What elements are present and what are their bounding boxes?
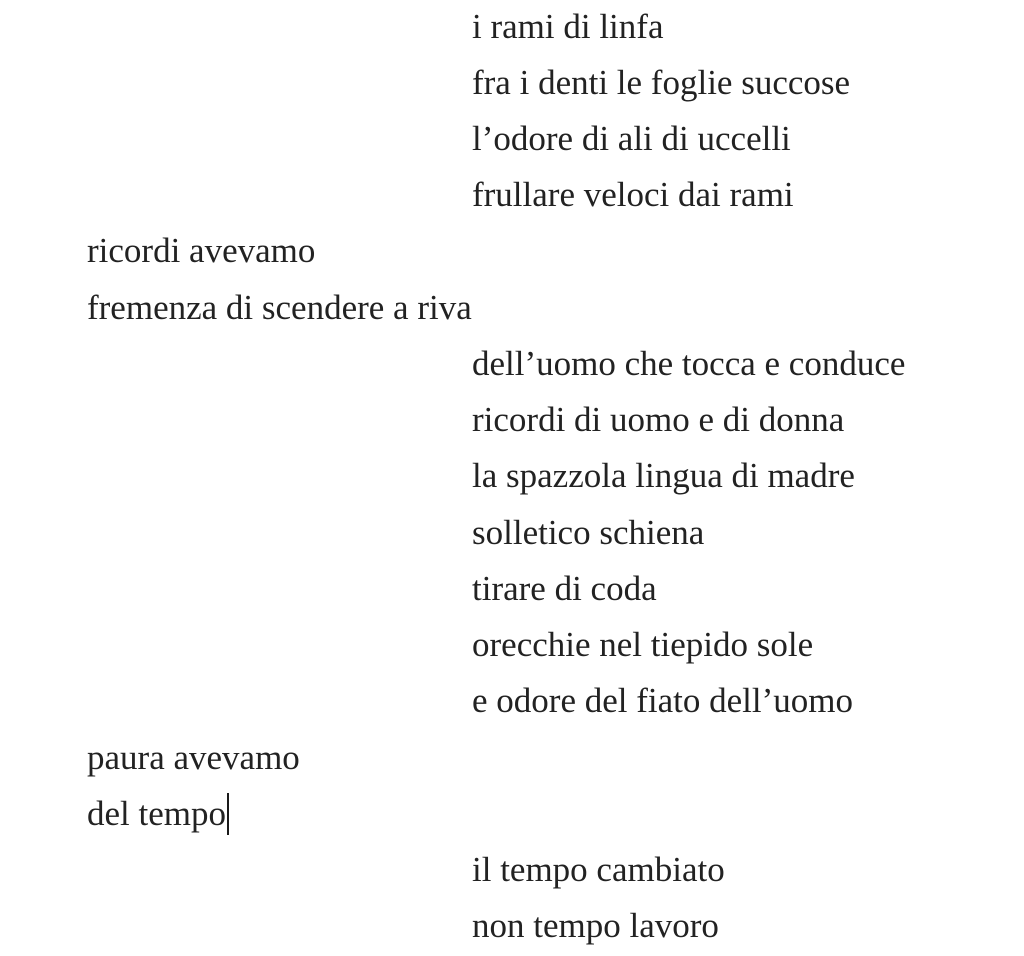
poem-line: il tempo cambiato bbox=[472, 850, 725, 889]
poem-line: ricordi avevamo bbox=[87, 231, 316, 270]
poem-line: fra i denti le foglie succose bbox=[472, 63, 851, 102]
poem-line-text: del tempo bbox=[87, 794, 226, 833]
poem-line: i rami di linfa bbox=[472, 7, 664, 46]
poem-line: l’odore di ali di uccelli bbox=[472, 119, 791, 158]
poem-line-with-caret[interactable] bbox=[87, 789, 229, 839]
text-cursor bbox=[227, 793, 229, 835]
poem-line: fremenza di scendere a riva bbox=[87, 288, 472, 327]
poem-line: ricordi di uomo e di donna bbox=[472, 400, 845, 439]
poem-line: paura avevamo bbox=[87, 738, 300, 777]
poem-line: e odore del fiato dell’uomo bbox=[472, 681, 853, 720]
poem-line: dell’uomo che tocca e conduce bbox=[472, 344, 906, 383]
poem-line: tirare di coda bbox=[472, 569, 657, 608]
poem-line: orecchie nel tiepido sole bbox=[472, 625, 814, 664]
poem-line: la spazzola lingua di madre bbox=[472, 456, 855, 495]
poem-line: non tempo lavoro bbox=[472, 906, 719, 945]
poem-line: frullare veloci dai rami bbox=[472, 175, 794, 214]
poem-line: solletico schiena bbox=[472, 513, 705, 552]
